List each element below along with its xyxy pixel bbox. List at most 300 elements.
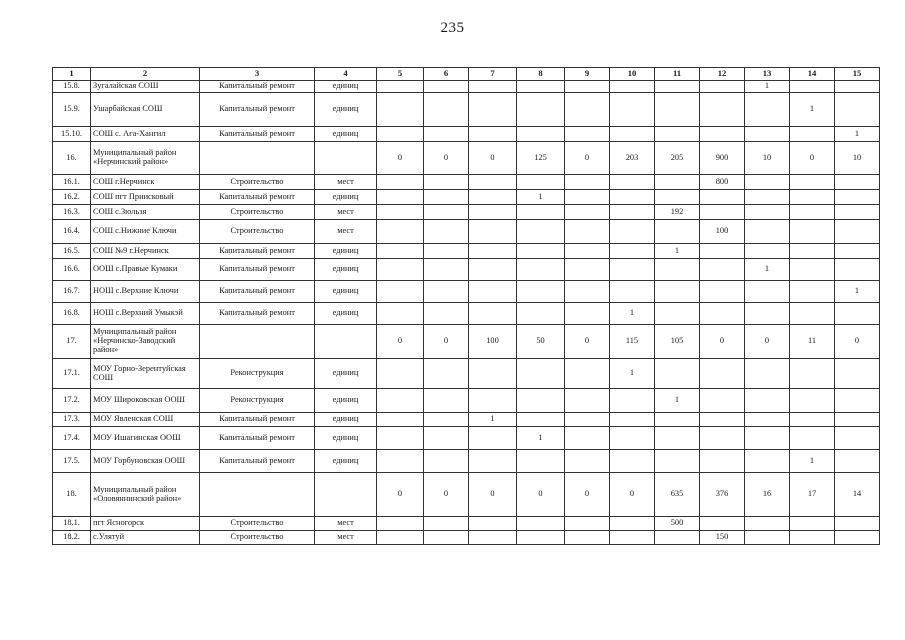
value-cell-col-5: 0 <box>377 325 424 359</box>
value-cell-col-14 <box>790 531 835 545</box>
value-cell-col-6 <box>424 427 469 450</box>
value-cell-col-5: 0 <box>377 142 424 175</box>
unit: единиц <box>315 93 377 127</box>
value-cell-col-8 <box>517 359 565 389</box>
value-cell-col-10: 1 <box>610 303 655 325</box>
value-cell-col-7 <box>469 175 517 190</box>
value-cell-col-6 <box>424 127 469 142</box>
work-type: Капитальный ремонт <box>200 281 315 303</box>
object-name: МОУ Ишагинская ООШ <box>91 427 200 450</box>
value-cell-col-15: 1 <box>835 127 880 142</box>
column-header-2: 2 <box>91 68 200 81</box>
value-cell-col-13 <box>745 127 790 142</box>
value-cell-col-6 <box>424 220 469 244</box>
row-number: 18.1. <box>53 517 91 531</box>
value-cell-col-8: 1 <box>517 427 565 450</box>
value-cell-col-15 <box>835 244 880 259</box>
page-number: 235 <box>440 20 465 36</box>
row-number: 16.2. <box>53 190 91 205</box>
value-cell-col-5 <box>377 175 424 190</box>
value-cell-col-7 <box>469 281 517 303</box>
value-cell-col-15 <box>835 259 880 281</box>
value-cell-col-10 <box>610 244 655 259</box>
value-cell-col-10 <box>610 205 655 220</box>
unit: единиц <box>315 450 377 473</box>
value-cell-col-15 <box>835 517 880 531</box>
value-cell-col-5 <box>377 281 424 303</box>
value-cell-col-5 <box>377 359 424 389</box>
column-header-5: 5 <box>377 68 424 81</box>
value-cell-col-14 <box>790 413 835 427</box>
value-cell-col-11: 205 <box>655 142 700 175</box>
value-cell-col-10: 0 <box>610 473 655 517</box>
unit: единиц <box>315 81 377 93</box>
value-cell-col-7 <box>469 531 517 545</box>
value-cell-col-9 <box>565 259 610 281</box>
unit <box>315 325 377 359</box>
value-cell-col-15 <box>835 413 880 427</box>
table-row <box>53 81 880 93</box>
value-cell-col-14: 1 <box>790 93 835 127</box>
value-cell-col-6 <box>424 450 469 473</box>
value-cell-col-15 <box>835 190 880 205</box>
value-cell-col-15: 10 <box>835 142 880 175</box>
value-cell-col-15 <box>835 427 880 450</box>
value-cell-col-9 <box>565 531 610 545</box>
object-name: МОУ Широковская ООШ <box>91 389 200 413</box>
value-cell-col-8 <box>517 244 565 259</box>
value-cell-col-14 <box>790 303 835 325</box>
value-cell-col-7 <box>469 244 517 259</box>
object-name: Муниципальный район «Нерчинский район» <box>91 142 200 175</box>
value-cell-col-9 <box>565 413 610 427</box>
value-cell-col-11 <box>655 220 700 244</box>
value-cell-col-8 <box>517 389 565 413</box>
value-cell-col-5 <box>377 389 424 413</box>
value-cell-col-8 <box>517 93 565 127</box>
column-header-15: 15 <box>835 68 880 81</box>
value-cell-col-9 <box>565 303 610 325</box>
work-type: Строительство <box>200 205 315 220</box>
value-cell-col-7 <box>469 450 517 473</box>
value-cell-col-11 <box>655 175 700 190</box>
work-type: Капитальный ремонт <box>200 259 315 281</box>
value-cell-col-13: 1 <box>745 81 790 93</box>
unit: мест <box>315 220 377 244</box>
value-cell-col-10 <box>610 389 655 413</box>
value-cell-col-12 <box>700 303 745 325</box>
value-cell-col-12 <box>700 427 745 450</box>
value-cell-col-14 <box>790 259 835 281</box>
work-type: Капитальный ремонт <box>200 244 315 259</box>
unit: мест <box>315 531 377 545</box>
work-type <box>200 325 315 359</box>
value-cell-col-7 <box>469 93 517 127</box>
column-header-12: 12 <box>700 68 745 81</box>
object-name: СОШ №9 г.Нерчинск <box>91 244 200 259</box>
object-name: МОУ Горбуновская ООШ <box>91 450 200 473</box>
value-cell-col-7 <box>469 190 517 205</box>
row-number: 16.6. <box>53 259 91 281</box>
value-cell-col-11 <box>655 413 700 427</box>
value-cell-col-6 <box>424 389 469 413</box>
value-cell-col-13: 16 <box>745 473 790 517</box>
value-cell-col-13: 0 <box>745 325 790 359</box>
value-cell-col-15 <box>835 93 880 127</box>
work-type: Строительство <box>200 220 315 244</box>
row-number: 16.1. <box>53 175 91 190</box>
value-cell-col-13 <box>745 220 790 244</box>
value-cell-col-9 <box>565 93 610 127</box>
value-cell-col-15 <box>835 220 880 244</box>
work-type: Строительство <box>200 517 315 531</box>
column-header-6: 6 <box>424 68 469 81</box>
value-cell-col-8: 125 <box>517 142 565 175</box>
value-cell-col-13 <box>745 413 790 427</box>
value-cell-col-9 <box>565 244 610 259</box>
value-cell-col-12: 800 <box>700 175 745 190</box>
value-cell-col-6 <box>424 531 469 545</box>
work-type <box>200 142 315 175</box>
value-cell-col-14 <box>790 175 835 190</box>
value-cell-col-10: 115 <box>610 325 655 359</box>
row-number: 16.4. <box>53 220 91 244</box>
table-row <box>53 220 880 244</box>
value-cell-col-7 <box>469 259 517 281</box>
value-cell-col-11 <box>655 531 700 545</box>
value-cell-col-12 <box>700 93 745 127</box>
value-cell-col-12 <box>700 81 745 93</box>
value-cell-col-6 <box>424 359 469 389</box>
value-cell-col-13 <box>745 303 790 325</box>
table-row <box>53 389 880 413</box>
value-cell-col-11 <box>655 93 700 127</box>
object-name: СОШ пгт Приисковый <box>91 190 200 205</box>
table-body <box>53 81 880 545</box>
value-cell-col-7 <box>469 127 517 142</box>
value-cell-col-8: 1 <box>517 190 565 205</box>
value-cell-col-15 <box>835 81 880 93</box>
value-cell-col-5 <box>377 450 424 473</box>
object-name: с.Улятуй <box>91 531 200 545</box>
column-header-8: 8 <box>517 68 565 81</box>
value-cell-col-14 <box>790 389 835 413</box>
object-name: СОШ г.Нерчинск <box>91 175 200 190</box>
value-cell-col-7 <box>469 220 517 244</box>
unit: единиц <box>315 427 377 450</box>
value-cell-col-9: 0 <box>565 325 610 359</box>
value-cell-col-15 <box>835 531 880 545</box>
table-row <box>53 281 880 303</box>
row-number: 16.7. <box>53 281 91 303</box>
object-name: МОУ Явленская СОШ <box>91 413 200 427</box>
value-cell-col-14 <box>790 205 835 220</box>
value-cell-col-8 <box>517 413 565 427</box>
row-number: 16.8. <box>53 303 91 325</box>
value-cell-col-5: 0 <box>377 473 424 517</box>
value-cell-col-13 <box>745 93 790 127</box>
work-type: Реконструкция <box>200 359 315 389</box>
value-cell-col-7 <box>469 517 517 531</box>
value-cell-col-10 <box>610 175 655 190</box>
value-cell-col-13 <box>745 281 790 303</box>
row-number: 16. <box>53 142 91 175</box>
value-cell-col-11: 1 <box>655 244 700 259</box>
value-cell-col-11: 192 <box>655 205 700 220</box>
table-row <box>53 325 880 359</box>
value-cell-col-7 <box>469 427 517 450</box>
value-cell-col-12 <box>700 517 745 531</box>
table-row <box>53 359 880 389</box>
row-number: 17. <box>53 325 91 359</box>
object-name: пгт Ясногорск <box>91 517 200 531</box>
value-cell-col-14: 1 <box>790 450 835 473</box>
object-name: СОШ с.Нижние Ключи <box>91 220 200 244</box>
value-cell-col-6 <box>424 517 469 531</box>
value-cell-col-14 <box>790 81 835 93</box>
value-cell-col-11 <box>655 359 700 389</box>
value-cell-col-7: 1 <box>469 413 517 427</box>
unit: единиц <box>315 389 377 413</box>
value-cell-col-6 <box>424 413 469 427</box>
work-type: Капитальный ремонт <box>200 127 315 142</box>
object-name: СОШ с.Зюльзя <box>91 205 200 220</box>
value-cell-col-10: 203 <box>610 142 655 175</box>
unit <box>315 473 377 517</box>
value-cell-col-12: 150 <box>700 531 745 545</box>
table-row <box>53 175 880 190</box>
value-cell-col-5 <box>377 81 424 93</box>
unit: единиц <box>315 127 377 142</box>
row-number: 17.2. <box>53 389 91 413</box>
work-type: Капитальный ремонт <box>200 413 315 427</box>
value-cell-col-10 <box>610 259 655 281</box>
value-cell-col-7: 100 <box>469 325 517 359</box>
value-cell-col-6 <box>424 93 469 127</box>
work-type: Капитальный ремонт <box>200 190 315 205</box>
value-cell-col-8 <box>517 531 565 545</box>
value-cell-col-11 <box>655 427 700 450</box>
column-header-3: 3 <box>200 68 315 81</box>
object-name: Муниципальный район «Оловяннинский район» <box>91 473 200 517</box>
table-row <box>53 259 880 281</box>
table-row <box>53 205 880 220</box>
value-cell-col-12 <box>700 259 745 281</box>
value-cell-col-10 <box>610 127 655 142</box>
value-cell-col-13: 10 <box>745 142 790 175</box>
value-cell-col-12 <box>700 389 745 413</box>
value-cell-col-10 <box>610 450 655 473</box>
value-cell-col-7 <box>469 303 517 325</box>
value-cell-col-6 <box>424 259 469 281</box>
value-cell-col-15 <box>835 303 880 325</box>
value-cell-col-12: 900 <box>700 142 745 175</box>
value-cell-col-10 <box>610 93 655 127</box>
work-type: Реконструкция <box>200 389 315 413</box>
value-cell-col-8: 0 <box>517 473 565 517</box>
value-cell-col-5 <box>377 413 424 427</box>
table-row <box>53 127 880 142</box>
object-name: ООШ с.Правые Кумаки <box>91 259 200 281</box>
value-cell-col-6: 0 <box>424 473 469 517</box>
value-cell-col-8: 50 <box>517 325 565 359</box>
value-cell-col-8 <box>517 281 565 303</box>
row-number: 15.10. <box>53 127 91 142</box>
value-cell-col-9 <box>565 190 610 205</box>
value-cell-col-13 <box>745 531 790 545</box>
value-cell-col-15 <box>835 205 880 220</box>
column-header-1: 1 <box>53 68 91 81</box>
value-cell-col-14 <box>790 281 835 303</box>
value-cell-col-15 <box>835 175 880 190</box>
value-cell-col-9 <box>565 427 610 450</box>
table-row <box>53 303 880 325</box>
value-cell-col-13 <box>745 427 790 450</box>
value-cell-col-8 <box>517 175 565 190</box>
table-row <box>53 93 880 127</box>
row-number: 16.3. <box>53 205 91 220</box>
value-cell-col-12 <box>700 450 745 473</box>
value-cell-col-11 <box>655 190 700 205</box>
value-cell-col-8 <box>517 127 565 142</box>
row-number: 17.4. <box>53 427 91 450</box>
value-cell-col-9: 0 <box>565 142 610 175</box>
value-cell-col-6 <box>424 81 469 93</box>
value-cell-col-12: 0 <box>700 325 745 359</box>
table-row <box>53 244 880 259</box>
value-cell-col-10 <box>610 81 655 93</box>
value-cell-col-9 <box>565 389 610 413</box>
value-cell-col-5 <box>377 220 424 244</box>
table-row <box>53 450 880 473</box>
unit: единиц <box>315 244 377 259</box>
value-cell-col-6: 0 <box>424 142 469 175</box>
value-cell-col-12 <box>700 190 745 205</box>
value-cell-col-15 <box>835 389 880 413</box>
value-cell-col-11: 500 <box>655 517 700 531</box>
value-cell-col-14 <box>790 220 835 244</box>
work-type: Строительство <box>200 531 315 545</box>
value-cell-col-8 <box>517 81 565 93</box>
row-number: 17.5. <box>53 450 91 473</box>
column-header-4: 4 <box>315 68 377 81</box>
unit: единиц <box>315 259 377 281</box>
value-cell-col-5 <box>377 244 424 259</box>
unit: единиц <box>315 281 377 303</box>
value-cell-col-9 <box>565 281 610 303</box>
value-cell-col-14 <box>790 517 835 531</box>
row-number: 18. <box>53 473 91 517</box>
object-name: НОШ с.Верхние Ключи <box>91 281 200 303</box>
table-row <box>53 413 880 427</box>
object-name: СОШ с. Ага-Хангил <box>91 127 200 142</box>
construction-table <box>52 67 880 545</box>
unit: мест <box>315 175 377 190</box>
value-cell-col-8 <box>517 205 565 220</box>
value-cell-col-7 <box>469 389 517 413</box>
value-cell-col-9 <box>565 359 610 389</box>
value-cell-col-13 <box>745 175 790 190</box>
value-cell-col-12: 376 <box>700 473 745 517</box>
row-number: 15.9. <box>53 93 91 127</box>
unit: единиц <box>315 359 377 389</box>
value-cell-col-6 <box>424 303 469 325</box>
value-cell-col-5 <box>377 190 424 205</box>
value-cell-col-5 <box>377 259 424 281</box>
value-cell-col-11 <box>655 81 700 93</box>
value-cell-col-9 <box>565 175 610 190</box>
value-cell-col-13 <box>745 389 790 413</box>
value-cell-col-10 <box>610 220 655 244</box>
value-cell-col-12 <box>700 127 745 142</box>
row-number: 17.3. <box>53 413 91 427</box>
row-number: 16.5. <box>53 244 91 259</box>
value-cell-col-7 <box>469 205 517 220</box>
value-cell-col-5 <box>377 517 424 531</box>
value-cell-col-15: 1 <box>835 281 880 303</box>
value-cell-col-5 <box>377 93 424 127</box>
unit: единиц <box>315 413 377 427</box>
value-cell-col-7: 0 <box>469 142 517 175</box>
value-cell-col-6 <box>424 175 469 190</box>
row-number: 17.1. <box>53 359 91 389</box>
value-cell-col-6 <box>424 190 469 205</box>
table-row <box>53 142 880 175</box>
value-cell-col-10: 1 <box>610 359 655 389</box>
unit: мест <box>315 205 377 220</box>
value-cell-col-8 <box>517 303 565 325</box>
column-header-10: 10 <box>610 68 655 81</box>
value-cell-col-9 <box>565 81 610 93</box>
value-cell-col-10 <box>610 517 655 531</box>
value-cell-col-13 <box>745 450 790 473</box>
work-type: Капитальный ремонт <box>200 81 315 93</box>
table-row <box>53 473 880 517</box>
value-cell-col-13 <box>745 190 790 205</box>
value-cell-col-5 <box>377 303 424 325</box>
value-cell-col-11 <box>655 303 700 325</box>
value-cell-col-5 <box>377 127 424 142</box>
object-name: МОУ Горно-Зерентуйская СОШ <box>91 359 200 389</box>
value-cell-col-10 <box>610 531 655 545</box>
table-row <box>53 517 880 531</box>
value-cell-col-12 <box>700 281 745 303</box>
value-cell-col-11 <box>655 450 700 473</box>
work-type: Капитальный ремонт <box>200 450 315 473</box>
value-cell-col-10 <box>610 281 655 303</box>
value-cell-col-13 <box>745 359 790 389</box>
column-header-7: 7 <box>469 68 517 81</box>
value-cell-col-14: 11 <box>790 325 835 359</box>
table-row <box>53 190 880 205</box>
value-cell-col-6 <box>424 281 469 303</box>
value-cell-col-14: 17 <box>790 473 835 517</box>
value-cell-col-12: 100 <box>700 220 745 244</box>
object-name: Ушарбайская СОШ <box>91 93 200 127</box>
value-cell-col-11 <box>655 127 700 142</box>
value-cell-col-6 <box>424 205 469 220</box>
value-cell-col-11: 105 <box>655 325 700 359</box>
value-cell-col-14: 0 <box>790 142 835 175</box>
value-cell-col-7 <box>469 81 517 93</box>
object-name: Зугалайская СОШ <box>91 81 200 93</box>
object-name: Муниципальный район «Нерчинско-Заводский район» <box>91 325 200 359</box>
value-cell-col-9 <box>565 205 610 220</box>
value-cell-col-14 <box>790 359 835 389</box>
unit <box>315 142 377 175</box>
unit: единиц <box>315 190 377 205</box>
unit: единиц <box>315 303 377 325</box>
